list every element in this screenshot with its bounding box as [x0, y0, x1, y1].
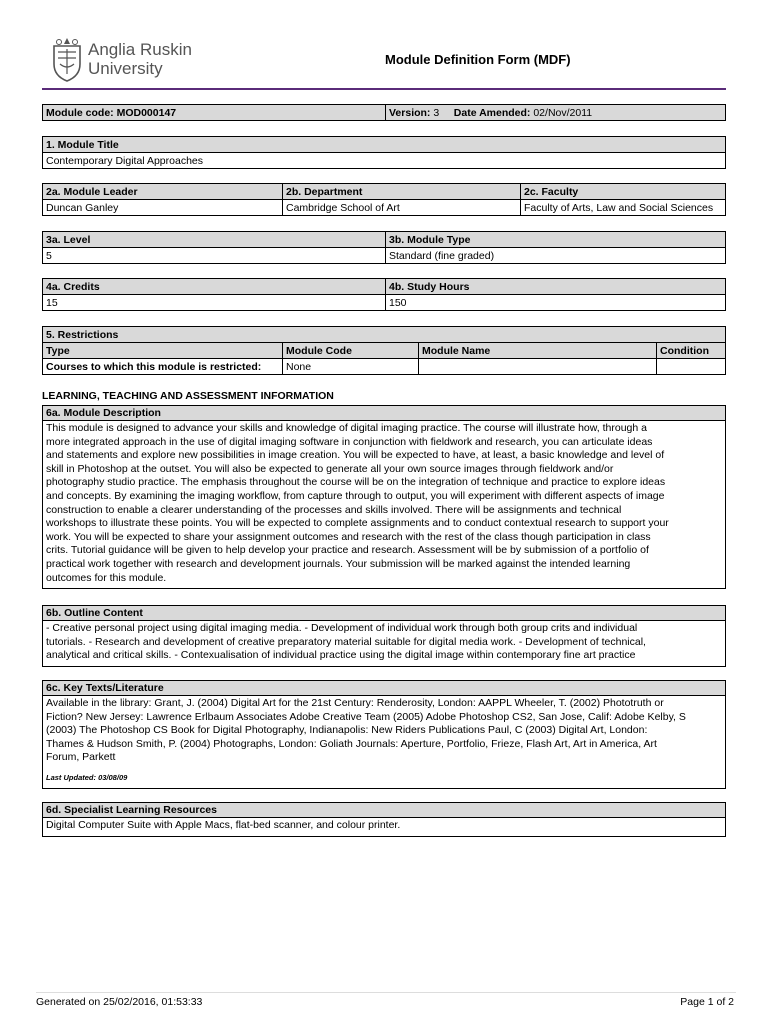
module-leader-value: Duncan Ganley: [43, 200, 283, 216]
description-line: practical work together with research and development journals. Your submission will be marked against the intended learning: [46, 557, 631, 570]
section-restrictions: [42, 326, 726, 375]
module-title-value: Contemporary Digital Approaches: [43, 153, 726, 169]
outline-line: analytical and critical skills. - Contexualisation of individual practice using the digital image within contemporary fine art practice: [46, 649, 636, 662]
description-line: and statements and explore new possibilities in image creation. You will be expected to have, at least, a basic knowledge and level of: [46, 449, 665, 462]
module-title-label: 1. Module Title: [43, 137, 726, 153]
date-label: Date Amended:: [453, 106, 531, 119]
university-logo: [50, 36, 210, 86]
outline-body: [42, 621, 726, 667]
restriction-row-name: [419, 359, 657, 375]
description-line: photography studio practice. The emphasis throughout the course will be on the integration of technique and practice to explore ideas: [46, 476, 666, 489]
key-texts-line: Thames & Hudson Smith, P. (2004) Photographs, London: Goliath Journals: Aperture, Portfolio, Frieze, Flash Art, Art in America, Art: [46, 737, 657, 750]
section-level: [42, 231, 726, 264]
outline-line: - Creative personal project using digital imaging media. - Development of individual work through both group crits and individual: [46, 622, 638, 634]
section-description: [42, 405, 726, 589]
footer-rule: [36, 992, 736, 993]
module-leader-label: 2a. Module Leader: [43, 184, 283, 200]
resources-label: 6d. Specialist Learning Resources: [42, 802, 726, 818]
date-value: 02/Nov/2011: [533, 106, 593, 119]
description-line: and concepts. By examining the imaging workflow, from capture through to output, you will experiment with different aspects of image: [46, 489, 665, 502]
description-line: work. You will be expected to share your assignment outcomes and research with the rest of the class though participation in class: [46, 530, 651, 543]
restriction-row-label: Courses to which this module is restricted:: [43, 359, 283, 375]
key-texts-line: Forum, Parkett: [46, 751, 116, 764]
section-module-title: [42, 136, 726, 169]
description-line: construction to enable a clearer understanding of the processes and skills involved. There will be assignments and technical: [46, 503, 622, 516]
form-title: Module Definition Form (MDF): [385, 52, 571, 67]
section-key-texts: [42, 680, 726, 789]
version-date: [386, 105, 726, 121]
outline-label: 6b. Outline Content: [42, 605, 726, 621]
department-value: Cambridge School of Art: [283, 200, 521, 216]
resources-body: Digital Computer Suite with Apple Macs, flat-bed scanner, and colour printer.: [42, 818, 726, 837]
last-updated-note: Last Updated: 03/08/09: [46, 772, 128, 782]
key-texts-label: 6c. Key Texts/Literature: [42, 680, 726, 696]
description-line: This module is designed to advance your skills and knowledge of digital imaging practice. The course will illustrate how, through a: [46, 422, 647, 434]
section-resources: [42, 802, 726, 837]
key-texts-body: [42, 696, 726, 789]
key-texts-line: (2003) The Photoshop CS Book for Digital Photography, Indianapolis: New Riders Publications Paul, C (2003) Digital Art, London:: [46, 724, 648, 737]
col-module-code: Module Code: [283, 343, 419, 359]
study-hours-label: 4b. Study Hours: [386, 279, 726, 295]
generated-timestamp: Generated on 25/02/2016, 01:53:33: [36, 996, 203, 1008]
university-crest-icon: [50, 36, 84, 82]
module-meta: [42, 104, 726, 121]
study-hours-value: 150: [386, 295, 726, 311]
description-body: [42, 421, 726, 589]
logo-line-1: Anglia Ruskin: [88, 40, 192, 59]
col-condition: Condition: [657, 343, 726, 359]
description-label: 6a. Module Description: [42, 405, 726, 421]
page-number: Page 1 of 2: [680, 996, 734, 1008]
department-label: 2b. Department: [283, 184, 521, 200]
ltai-heading: LEARNING, TEACHING AND ASSESSMENT INFORMATION: [42, 390, 334, 402]
level-value: 5: [43, 248, 386, 264]
faculty-label: 2c. Faculty: [521, 184, 726, 200]
section-leader: [42, 183, 726, 216]
section-credits: [42, 278, 726, 311]
description-line: crits. Tutorial guidance will be given to help develop your practice and research. Assessment will be by submission of a portfolio of: [46, 544, 649, 557]
credits-value: 15: [43, 295, 386, 311]
restriction-row-code: None: [283, 359, 419, 375]
description-line: outcomes for this module.: [46, 571, 167, 584]
logo-line-2: University: [88, 59, 163, 78]
header-rule: [42, 88, 726, 90]
col-module-name: Module Name: [419, 343, 657, 359]
key-texts-line: Available in the library: Grant, J. (2004) Digital Art for the 21st Century: Renderosity, London: AAPPL Wheeler, T. (2002) Phototruth or: [46, 697, 664, 709]
restriction-row-condition: [657, 359, 726, 375]
description-line: workshops to illustrate these points. You will be expected to complete assignments and to conduct contextual research to support your: [46, 517, 669, 530]
outline-line: tutorials. - Research and development of creative preparatory material suitable for digital media work. - Development of technical,: [46, 635, 646, 648]
faculty-value: Faculty of Arts, Law and Social Sciences: [521, 200, 726, 216]
col-type: Type: [43, 343, 283, 359]
description-line: skill in Photoshop at the outset. You will also be expected to generate all your own source images through fieldwork and/or: [46, 462, 614, 475]
module-type-value: Standard (fine graded): [386, 248, 726, 264]
description-line: more integrated approach in the use of digital imaging software in conjunction with fieldwork and research, you can articulate ideas: [46, 435, 653, 448]
version-label: Version:: [389, 106, 431, 119]
restrictions-label: 5. Restrictions: [43, 327, 726, 343]
module-type-label: 3b. Module Type: [386, 232, 726, 248]
module-code: Module code: MOD000147: [43, 105, 386, 121]
key-texts-lines: [46, 697, 722, 765]
section-outline: [42, 605, 726, 667]
level-label: 3a. Level: [43, 232, 386, 248]
key-texts-line: Fiction? New Jersey: Lawrence Erlbaum Associates Adobe Creative Team (2005) Adobe Photoshop CS2, San Jose, Calif: Adobe Kelby, S: [46, 710, 686, 723]
version-value: 3: [433, 106, 440, 119]
credits-label: 4a. Credits: [43, 279, 386, 295]
